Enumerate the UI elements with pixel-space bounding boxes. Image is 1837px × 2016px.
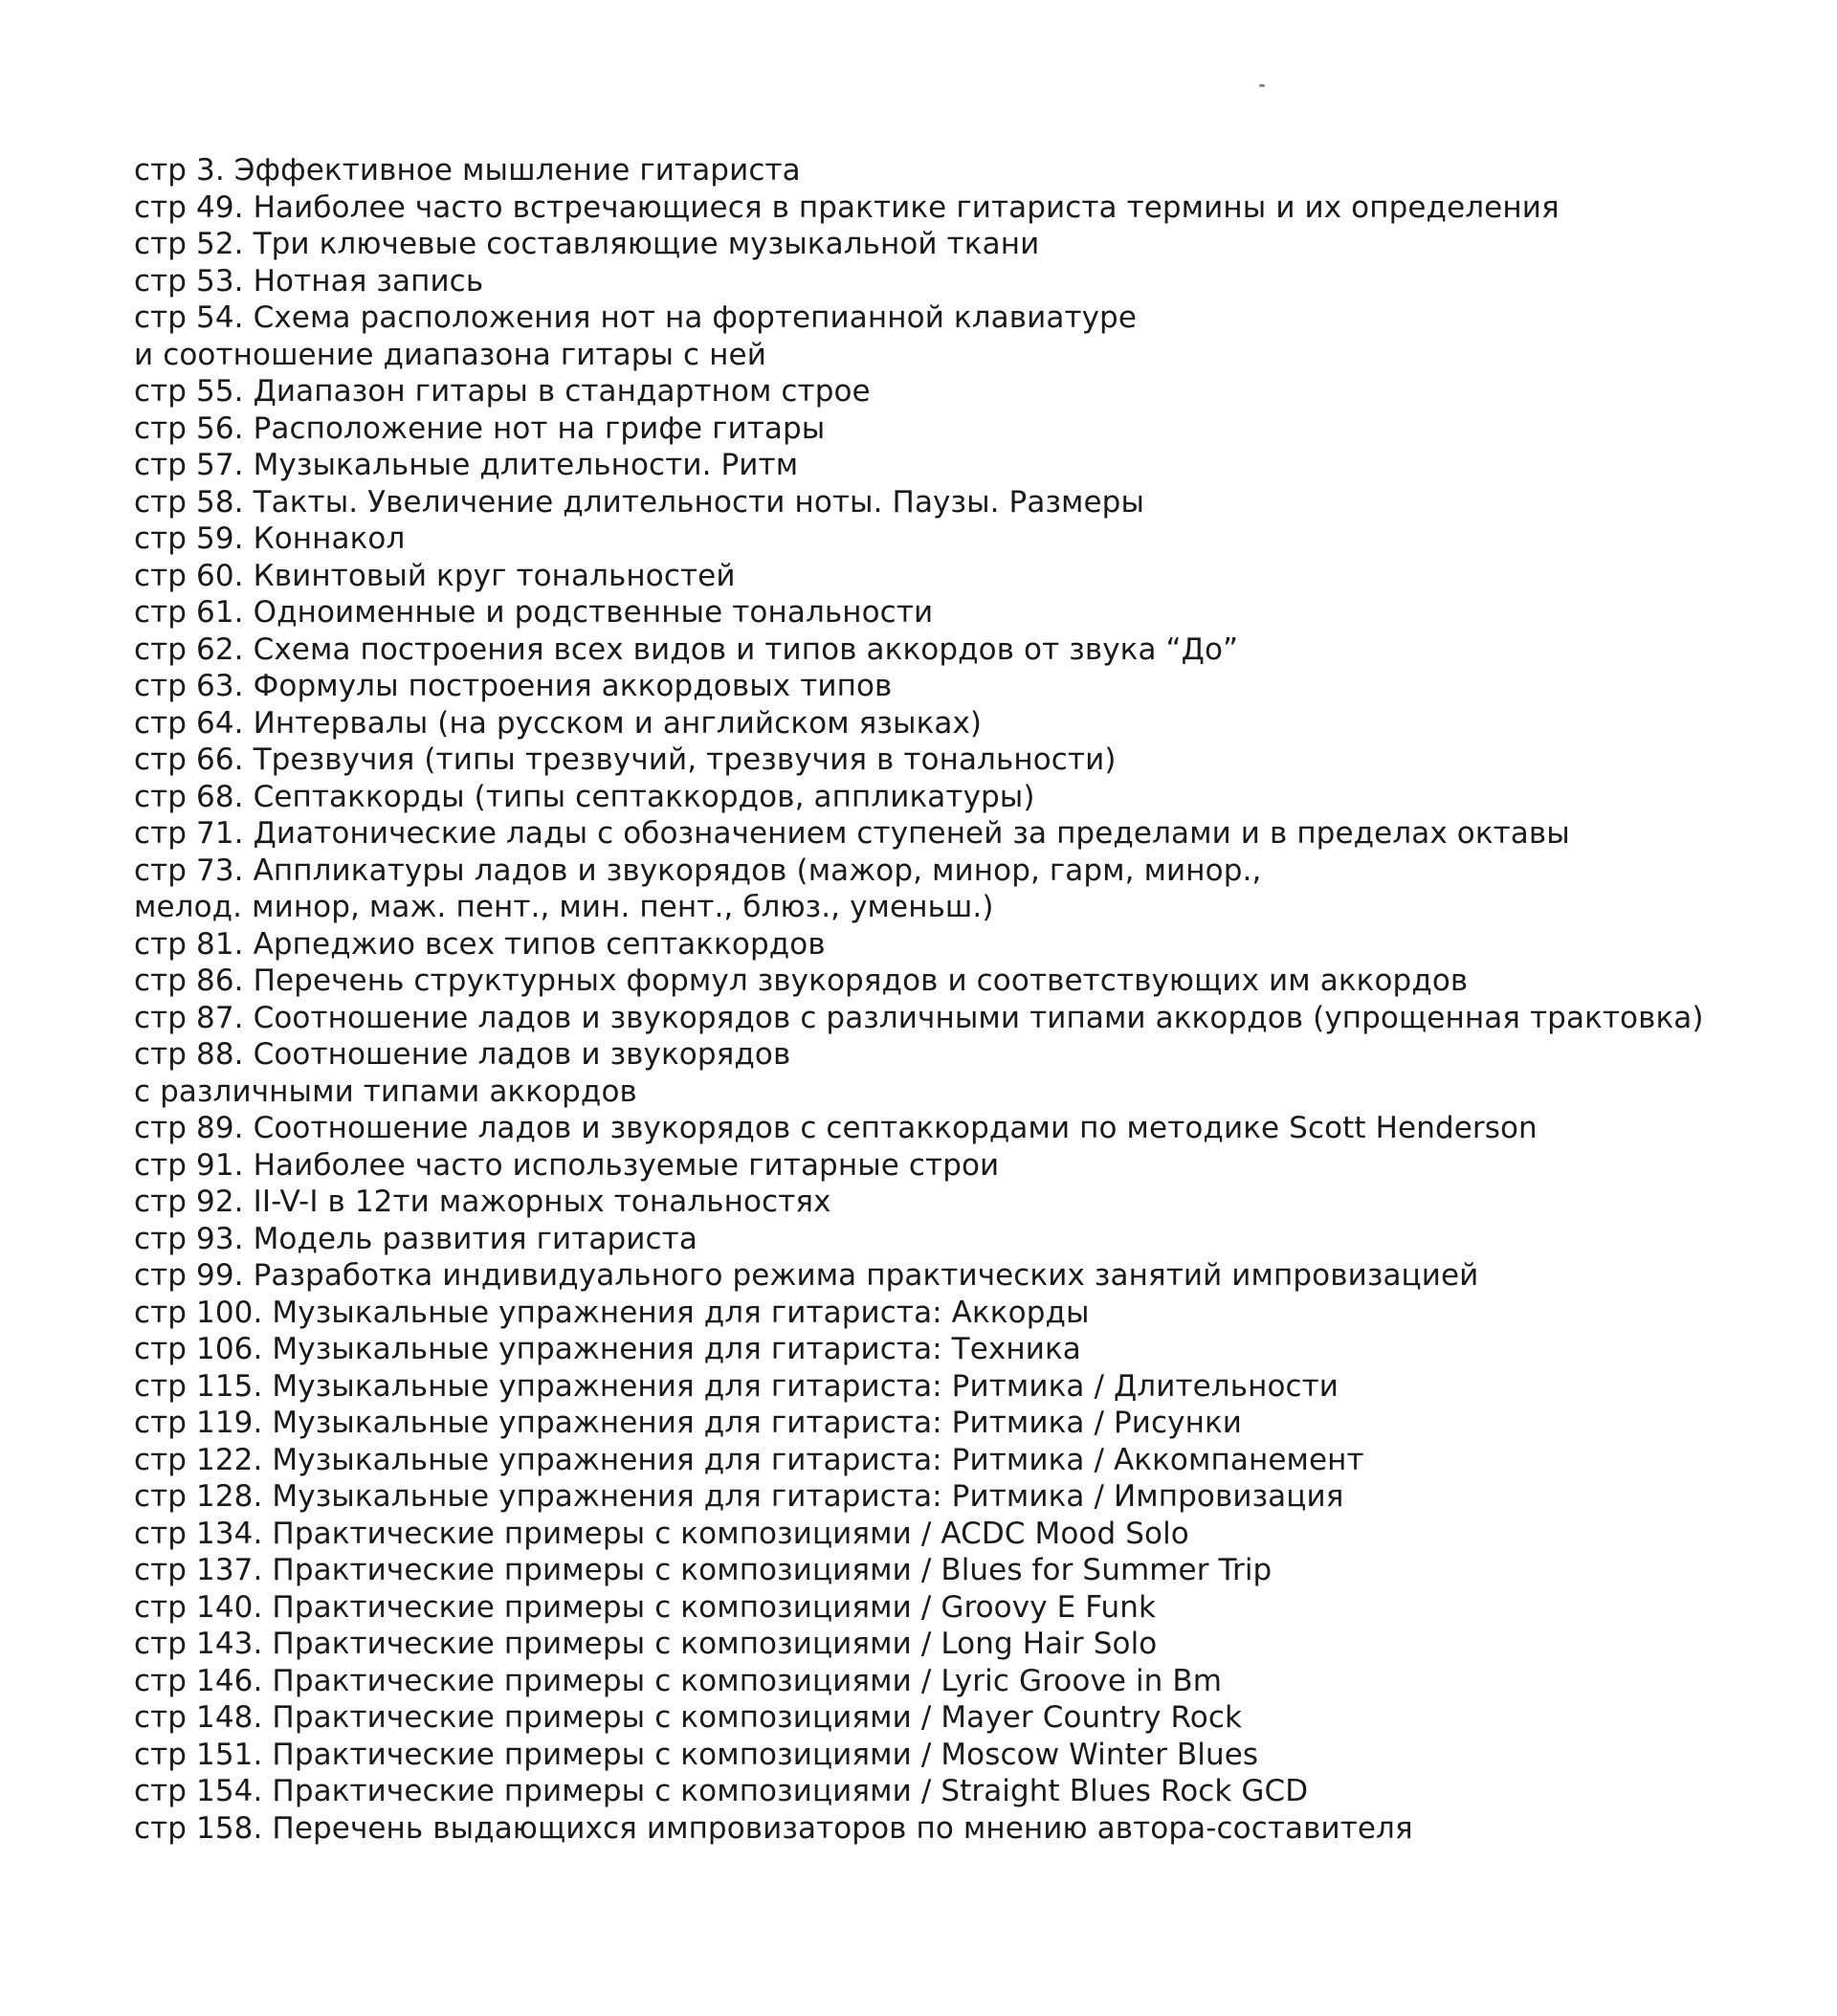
toc-line: стр 3. Эффективное мышление гитариста <box>134 153 801 188</box>
toc-line: мелод. минор, маж. пент., мин. пент., блюз., уменьш.) <box>134 890 994 924</box>
toc-line: стр 122. Музыкальные упражнения для гитариста: Ритмика / Аккомпанемент <box>134 1442 1364 1477</box>
toc-line: стр 55. Диапазон гитары в стандартном строе <box>134 374 871 409</box>
toc-line: стр 81. Арпеджио всех типов септаккордов <box>134 926 826 962</box>
toc-line: стр 128. Музыкальные упражнения для гитариста: Ритмика / Импровизация <box>134 1479 1344 1514</box>
toc-line: стр 137. Практические примеры с композициями / Blues for Summer Trip <box>134 1553 1273 1587</box>
toc-line: стр 93. Модель развития гитариста <box>134 1221 697 1256</box>
toc-line: стр 99. Разработка индивидуального режима практических занятий импровизацией <box>134 1258 1479 1293</box>
toc-line: стр 64. Интервалы (на русском и английском языках) <box>134 705 983 741</box>
table-of-contents <box>134 152 1799 1847</box>
toc-line: стр 134. Практические примеры с композициями / ACDC Mood Solo <box>134 1516 1189 1551</box>
toc-line: стр 146. Практические примеры с композициями / Lyric Groove in Bm <box>134 1663 1223 1698</box>
toc-line: стр 63. Формулы построения аккордовых типов <box>134 669 893 703</box>
toc-line: стр 91. Наиболее часто используемые гитарные строи <box>134 1147 1000 1183</box>
toc-line: стр 115. Музыкальные упражнения для гитариста: Ритмика / Длительности <box>134 1368 1339 1404</box>
toc-line: с различными типами аккордов <box>134 1074 637 1109</box>
toc-line: стр 57. Музыкальные длительности. Ритм <box>134 448 799 482</box>
toc-line: стр 143. Практические примеры с композициями / Long Hair Solo <box>134 1627 1158 1661</box>
toc-line: стр 89. Соотношение ладов и звукорядов с септаккордами по методике Scott Henderson <box>134 1111 1538 1145</box>
toc-line: стр 119. Музыкальные упражнения для гитариста: Ритмика / Рисунки <box>134 1406 1243 1440</box>
toc-line: стр 87. Соотношение ладов и звукорядов с различными типами аккордов (упрощенная трактовка) <box>134 1000 1704 1035</box>
toc-line: стр 62. Схема построения всех видов и типов аккордов от звука “До” <box>134 631 1239 667</box>
toc-line: стр 71. Диатонические лады с обозначением ступеней за пределами и в пределах октавы <box>134 816 1570 851</box>
toc-line: стр 58. Такты. Увеличение длительности ноты. Паузы. Размеры <box>134 484 1145 520</box>
toc-line: стр 140. Практические примеры с композициями / Groovy E Funk <box>134 1589 1157 1625</box>
toc-line: стр 61. Одноименные и родственные тональности <box>134 595 934 630</box>
toc-line: стр 59. Коннакол <box>134 521 406 556</box>
toc-line: стр 86. Перечень структурных формул звукорядов и соответствующих им аккордов <box>134 964 1469 998</box>
toc-line: стр 151. Практические примеры с композициями / Moscow Winter Blues <box>134 1737 1259 1772</box>
toc-line: и соотношение диапазона гитары с ней <box>134 337 766 372</box>
toc-line: стр 88. Соотношение ладов и звукорядов <box>134 1037 791 1072</box>
toc-line: стр 52. Три ключевые составляющие музыкальной ткани <box>134 227 1040 261</box>
toc-line: стр 60. Квинтовый круг тональностей <box>134 558 736 593</box>
toc-line: стр 92. II-V-I в 12ти мажорных тональностях <box>134 1185 831 1219</box>
toc-line: стр 66. Трезвучия (типы трезвучий, трезвучия в тональности) <box>134 742 1117 777</box>
scan-speck <box>1259 84 1265 87</box>
toc-line: стр 54. Схема расположения нот на фортепианной клавиатуре <box>134 300 1137 335</box>
toc-line: стр 73. Аппликатуры ладов и звукорядов (мажор, минор, гарм, минор., <box>134 853 1262 888</box>
toc-line: стр 106. Музыкальные упражнения для гитариста: Техника <box>134 1332 1081 1366</box>
toc-line: стр 56. Расположение нот на грифе гитары <box>134 410 826 446</box>
toc-line: стр 154. Практические примеры с композициями / Straight Blues Rock GCD <box>134 1774 1309 1808</box>
toc-line: стр 53. Нотная запись <box>134 263 484 299</box>
toc-line: стр 100. Музыкальные упражнения для гитариста: Аккорды <box>134 1295 1090 1330</box>
toc-line: стр 49. Наиболее часто встречающиеся в практике гитариста термины и их определения <box>134 189 1560 225</box>
toc-line: стр 148. Практические примеры с композициями / Mayer Country Rock <box>134 1700 1243 1735</box>
toc-line: стр 68. Септаккорды (типы септаккордов, аппликатуры) <box>134 779 1035 814</box>
toc-line: стр 158. Перечень выдающихся импровизаторов по мнению автора-составителя <box>134 1810 1413 1846</box>
